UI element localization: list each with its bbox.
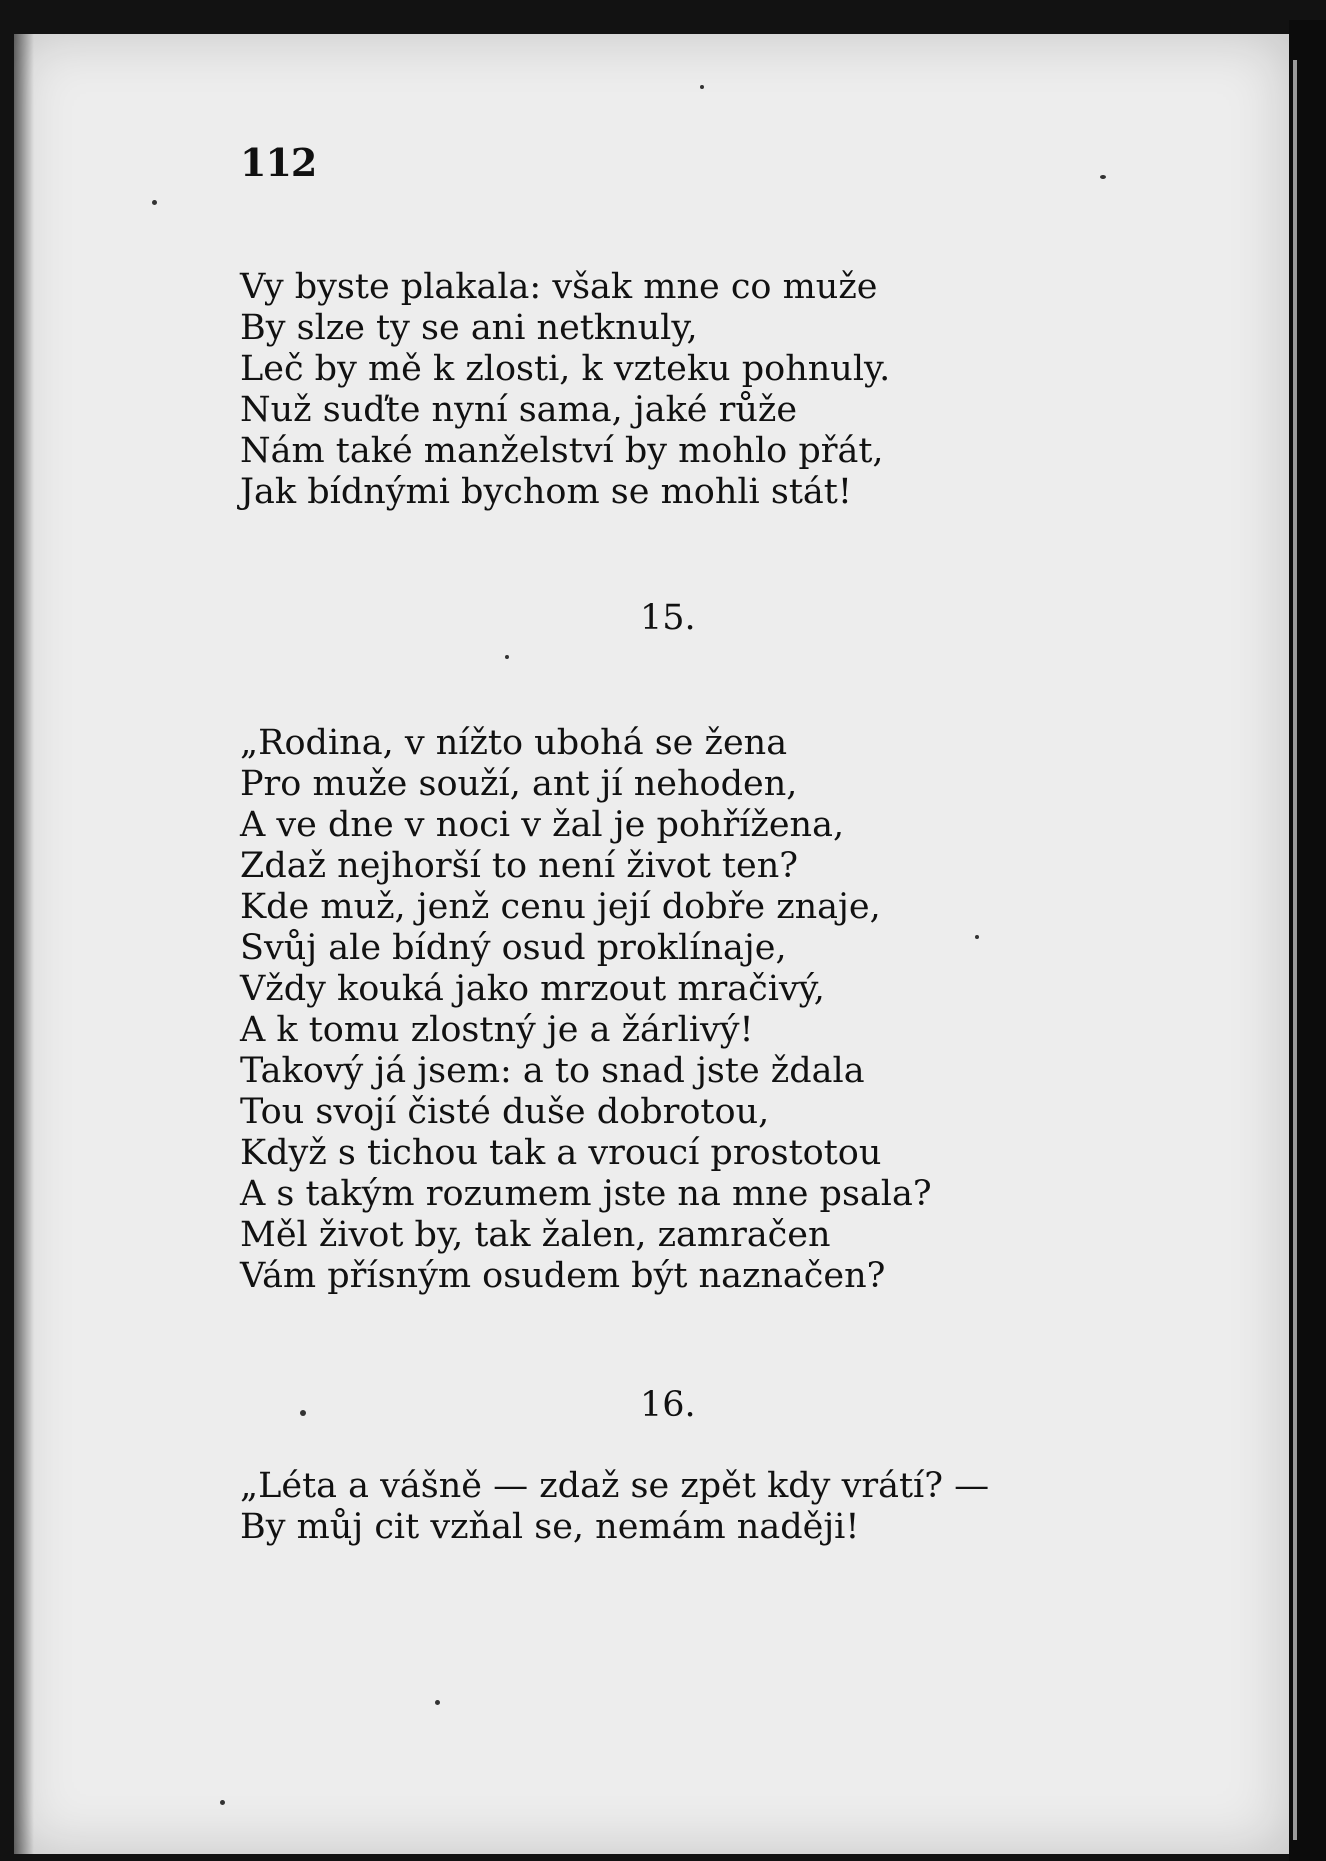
poem-line: „Léta a vášně — zdaž se zpět kdy vrátí? — <box>240 1466 990 1506</box>
page-edge-shadow <box>1289 20 1326 1861</box>
poem-line: Nuž suďte nyní sama, jaké růže <box>240 390 798 430</box>
section-number-15: 15. <box>640 598 696 638</box>
poem-line: Zdaž nejhorší to není život ten? <box>240 846 799 886</box>
stanza-3 <box>240 1466 989 1548</box>
print-speck <box>1100 175 1106 179</box>
print-speck <box>435 1700 440 1705</box>
print-speck <box>505 655 509 659</box>
poem-line: Když s tichou tak a vroucí prostotou <box>240 1133 882 1173</box>
poem-line: Kde muž, jenž cenu její dobře znaje, <box>240 887 881 927</box>
poem-line: Měl život by, tak žalen, zamračen <box>240 1215 831 1255</box>
poem-line: „Rodina, v nížto ubohá se žena <box>240 723 788 763</box>
poem-line: Vždy kouká jako mrzout mračivý, <box>240 969 825 1009</box>
poem-line: Nám také manželství by mohlo přát, <box>240 431 884 471</box>
poem-line: By slze ty se ani netknuly, <box>240 308 698 348</box>
print-speck <box>300 1410 306 1416</box>
print-speck <box>700 85 704 89</box>
poem-line: Svůj ale bídný osud proklínaje, <box>240 928 787 968</box>
section-number-16: 16. <box>640 1385 696 1425</box>
poem-line: A ve dne v noci v žal je pohřížena, <box>240 805 845 845</box>
poem-line: Leč by mě k zlosti, k vzteku pohnuly. <box>240 349 891 389</box>
stanza-1 <box>240 267 890 513</box>
poem-line: Jak bídnými bychom se mohli stát! <box>240 472 852 512</box>
poem-line: Vám přísným osudem být naznačen? <box>240 1256 886 1296</box>
poem-line: Vy byste plakala: však mne co muže <box>240 267 878 307</box>
poem-line: Pro muže souží, ant jí nehoden, <box>240 764 798 804</box>
page-number: 112 <box>240 140 317 185</box>
print-speck <box>220 1800 225 1805</box>
stanza-2 <box>240 723 932 1297</box>
poem-line: By můj cit vzňal se, nemám naději! <box>240 1507 860 1547</box>
print-speck <box>152 200 157 205</box>
poem-line: Tou svojí čisté duše dobrotou, <box>240 1092 770 1132</box>
print-speck <box>975 935 979 939</box>
poem-line: A s takým rozumem jste na mne psala? <box>240 1174 932 1214</box>
poem-line: A k tomu zlostný je a žárlivý! <box>240 1010 754 1050</box>
poem-line: Takový já jsem: a to snad jste ždala <box>240 1051 865 1091</box>
